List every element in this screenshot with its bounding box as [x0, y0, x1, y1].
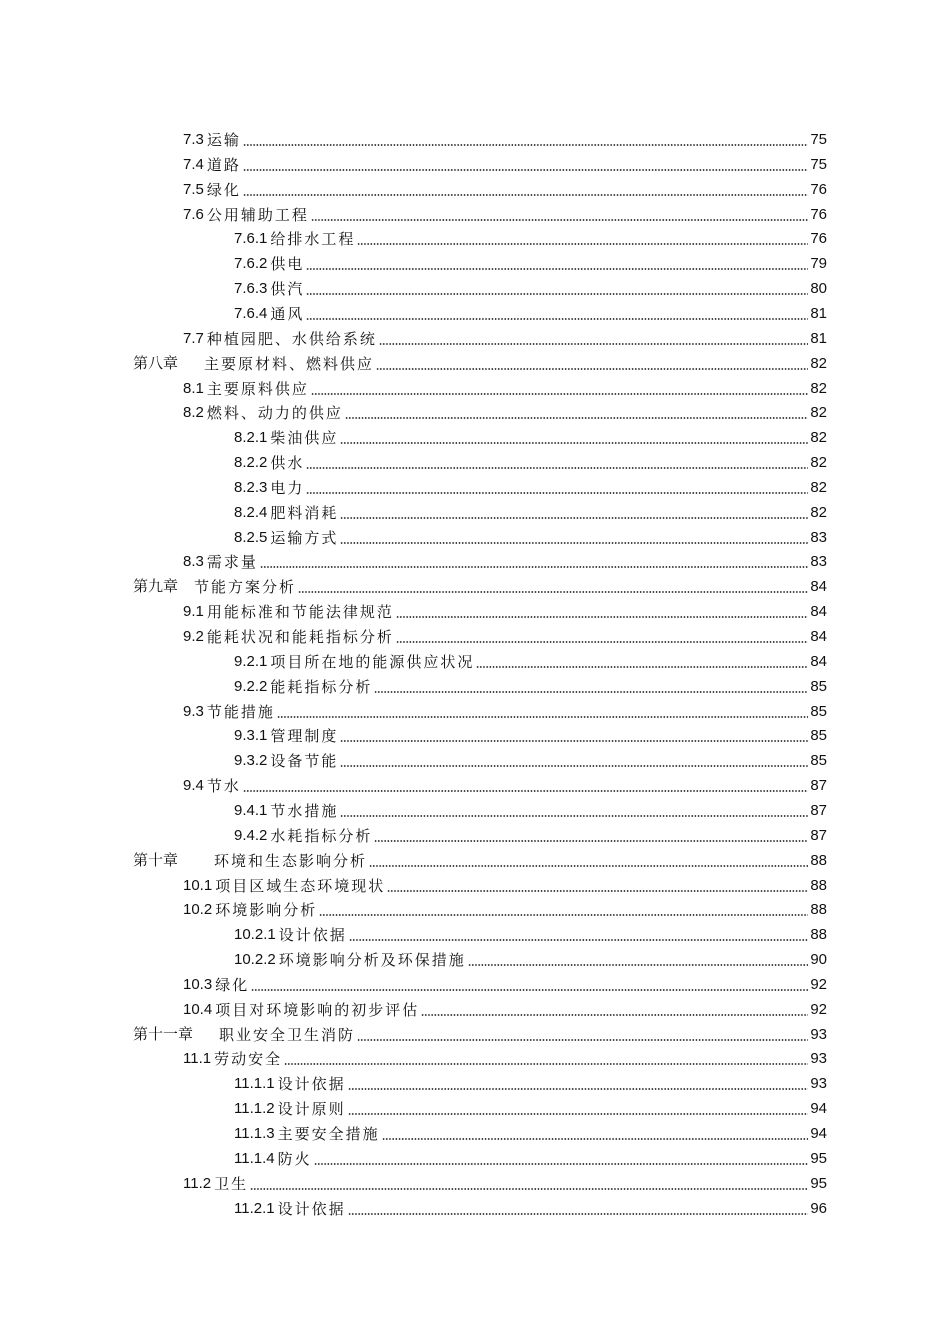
- toc-leader-dots: [348, 1213, 809, 1215]
- toc-entry-number: 8.2: [183, 404, 204, 422]
- toc-leader-dots: [284, 1063, 808, 1065]
- toc-entry-page: 84: [810, 603, 827, 621]
- toc-entry-number: 8.1: [183, 379, 204, 397]
- toc-leader-dots: [319, 914, 808, 916]
- toc-entry-page: 83: [810, 528, 827, 546]
- toc-entry-title: 劳动安全: [214, 1050, 283, 1069]
- toc-entry[interactable]: [183, 548, 827, 572]
- toc-entry-number: 8.2.4: [234, 503, 268, 521]
- toc-entry-title: 用能标准和节能法律规范: [206, 603, 394, 622]
- toc-entry-page: 87: [810, 801, 827, 819]
- toc-entry-page: 80: [810, 280, 827, 298]
- toc-entry-page: 84: [810, 652, 827, 670]
- toc-entry-number: 7.6: [183, 205, 204, 223]
- toc-leader-dots: [243, 194, 808, 196]
- toc-leader-dots: [306, 467, 808, 469]
- toc-entry-title: 主要原材料、燃料供应: [204, 354, 375, 373]
- toc-entry-page: 75: [810, 131, 827, 148]
- toc-entry-title: 需求量: [206, 553, 258, 572]
- toc-entry-title: 项目对环境影响的初步评估: [215, 1000, 420, 1019]
- toc-entry-number: 第八章: [133, 354, 179, 372]
- toc-entry[interactable]: [183, 698, 827, 722]
- toc-entry-page: 84: [810, 628, 827, 645]
- toc-entry-title: 设计原则: [277, 1100, 346, 1119]
- toc-entry[interactable]: [234, 499, 827, 523]
- toc-entry-title: 能耗状况和能耗指标分析: [206, 628, 394, 646]
- toc-leader-dots: [348, 1088, 809, 1090]
- toc-leader-dots: [340, 815, 808, 817]
- toc-entry-number: 7.7: [183, 329, 204, 347]
- toc-entry-page: 88: [810, 851, 827, 869]
- toc-entry[interactable]: [183, 996, 827, 1020]
- toc-entry-number: 8.2.5: [234, 528, 268, 546]
- toc-entry[interactable]: [183, 201, 827, 225]
- toc-entry-number: 9.2.2: [234, 677, 268, 695]
- toc-leader-dots: [311, 219, 808, 221]
- toc-entry-number: 11.1.1: [234, 1075, 275, 1093]
- toc-entry-title: 水耗指标分析: [270, 826, 373, 845]
- toc-entry[interactable]: [234, 1145, 827, 1169]
- toc-leader-dots: [376, 368, 808, 370]
- toc-entry-title: 环境影响分析: [215, 901, 318, 920]
- toc-leader-dots: [382, 1138, 809, 1140]
- toc-entry[interactable]: [183, 598, 827, 622]
- toc-entry-title: 节水: [206, 777, 241, 796]
- toc-entry-number: 7.3: [183, 131, 204, 148]
- toc-entry-title: 设计依据: [277, 1075, 346, 1094]
- toc-entry-number: 10.2: [183, 901, 213, 919]
- toc-entry-number: 11.1: [183, 1050, 212, 1068]
- toc-entry-title: 设计依据: [277, 1199, 346, 1218]
- toc-entry-number: 第十一章: [133, 1025, 194, 1043]
- toc-entry-page: 85: [810, 727, 827, 745]
- toc-entry[interactable]: [234, 1120, 827, 1144]
- toc-entry[interactable]: [234, 648, 827, 672]
- toc-leader-dots: [379, 343, 808, 345]
- toc-leader-dots: [387, 890, 808, 892]
- toc-entry-title: 通风: [270, 304, 305, 323]
- toc-leader-dots: [374, 691, 808, 693]
- toc-entry-number: 7.6.1: [234, 230, 268, 248]
- toc-leader-dots: [340, 765, 808, 767]
- toc-entry-page: 88: [810, 926, 827, 944]
- toc-entry-page: 85: [810, 752, 827, 770]
- toc-leader-dots: [243, 790, 808, 792]
- toc-entry-title: 供汽: [270, 280, 305, 299]
- toc-entry[interactable]: [234, 946, 827, 970]
- toc-entry-number: 8.2.1: [234, 429, 268, 447]
- toc-entry[interactable]: [183, 151, 827, 175]
- toc-entry[interactable]: [234, 673, 827, 697]
- toc-leader-dots: [314, 1163, 809, 1165]
- toc-leader-dots: [340, 442, 808, 444]
- toc-leader-dots: [306, 293, 808, 295]
- toc-entry[interactable]: [234, 250, 827, 274]
- toc-entry-number: 7.6.4: [234, 304, 268, 322]
- toc-entry[interactable]: [234, 747, 827, 771]
- toc-entry-page: 87: [810, 777, 827, 795]
- toc-entry-number: 11.1.3: [234, 1125, 275, 1142]
- toc-entry-title: 节水措施: [270, 801, 339, 820]
- toc-leader-dots: [348, 1113, 809, 1115]
- toc-entry-title: 卫生: [214, 1174, 249, 1193]
- toc-entry[interactable]: [234, 921, 827, 945]
- toc-entry-number: 10.3: [183, 975, 213, 993]
- toc-leader-dots: [311, 393, 808, 395]
- toc-entry-title: 给排水工程: [270, 230, 356, 249]
- toc-entry-page: 75: [810, 155, 827, 173]
- toc-entry[interactable]: [183, 1170, 827, 1194]
- toc-entry[interactable]: [234, 449, 827, 473]
- toc-leader-dots: [345, 417, 808, 419]
- toc-entry-page: 79: [810, 255, 827, 273]
- toc-entry[interactable]: [133, 573, 827, 597]
- toc-entry-page: 93: [810, 1050, 827, 1068]
- toc-entry-page: 90: [810, 951, 827, 969]
- toc-entry-title: 管理制度: [270, 727, 339, 746]
- toc-entry-title: 运输方式: [270, 528, 339, 547]
- toc-leader-dots: [340, 740, 808, 742]
- toc-entry-number: 9.3.1: [234, 727, 268, 745]
- toc-entry-number: 11.1.4: [234, 1149, 275, 1167]
- toc-leader-dots: [277, 716, 808, 718]
- toc-entry[interactable]: [234, 275, 827, 299]
- toc-entry-number: 9.1: [183, 603, 204, 621]
- toc-entry[interactable]: [234, 524, 827, 548]
- toc-entry-page: 82: [810, 354, 827, 372]
- toc-leader-dots: [340, 517, 808, 519]
- toc-leader-dots: [298, 591, 808, 593]
- toc-entry-page: 93: [810, 1025, 827, 1043]
- toc-entry[interactable]: [183, 126, 827, 150]
- toc-entry[interactable]: [183, 375, 827, 399]
- toc-entry-title: 节能措施: [206, 702, 275, 721]
- toc-entry-page: 83: [810, 553, 827, 571]
- toc-entry-page: 94: [810, 1125, 827, 1142]
- toc-entry-title: 环境和生态影响分析: [214, 851, 368, 870]
- toc-entry-title: 绿化: [215, 975, 250, 994]
- toc-entry-number: 10.1: [183, 876, 213, 894]
- toc-entry-title: 种植园肥、水供给系统: [206, 329, 377, 348]
- toc-entry-title: 环境影响分析及环保措施: [278, 951, 466, 970]
- toc-entry[interactable]: [183, 1045, 827, 1069]
- toc-entry-page: 82: [810, 454, 827, 472]
- toc-leader-dots: [396, 616, 808, 618]
- toc-entry[interactable]: [234, 1095, 827, 1119]
- toc-entry-page: 82: [810, 404, 827, 422]
- toc-entry-page: 96: [810, 1199, 827, 1217]
- toc-leader-dots: [396, 641, 808, 643]
- toc-leader-dots: [260, 566, 808, 568]
- toc-entry-page: 95: [810, 1149, 827, 1167]
- toc-entry[interactable]: [234, 225, 827, 249]
- toc-entry-title: 设备节能: [270, 752, 339, 771]
- toc-entry-number: 10.4: [183, 1000, 213, 1018]
- toc-leader-dots: [243, 144, 808, 146]
- toc-entry-page: 88: [810, 901, 827, 919]
- toc-entry[interactable]: [234, 424, 827, 448]
- toc-entry-title: 肥料消耗: [270, 503, 339, 522]
- toc-leader-dots: [243, 169, 808, 171]
- toc-entry[interactable]: [183, 872, 827, 896]
- toc-leader-dots: [357, 243, 808, 245]
- toc-entry-number: 第十章: [133, 851, 179, 869]
- toc-entry[interactable]: [234, 1195, 827, 1219]
- toc-entry-number: 10.2.2: [234, 951, 276, 969]
- toc-entry[interactable]: [234, 300, 827, 324]
- toc-entry[interactable]: [133, 1021, 827, 1045]
- toc-entry-page: 81: [810, 329, 827, 347]
- toc-entry-number: 9.2: [183, 628, 204, 645]
- toc-leader-dots: [306, 318, 808, 320]
- toc-entry-number: 7.5: [183, 180, 204, 198]
- toc-entry-page: 82: [810, 379, 827, 397]
- toc-leader-dots: [250, 1188, 808, 1190]
- toc-entry-number: 11.2.1: [234, 1199, 275, 1217]
- toc-entry-title: 项目所在地的能源供应状况: [270, 652, 475, 671]
- toc-entry-title: 防火: [277, 1149, 312, 1168]
- toc-entry[interactable]: [183, 176, 827, 200]
- toc-entry-title: 绿化: [206, 180, 241, 199]
- toc-entry[interactable]: [133, 350, 827, 374]
- toc-entry-title: 项目区域生态环境现状: [215, 876, 386, 895]
- toc-entry-page: 85: [810, 702, 827, 720]
- toc-entry-title: 供水: [270, 454, 305, 473]
- toc-leader-dots: [251, 989, 808, 991]
- toc-entry[interactable]: [234, 1070, 827, 1094]
- toc-entry-title: 道路: [206, 155, 241, 174]
- toc-entry[interactable]: [183, 772, 827, 796]
- toc-entry-number: 11.2: [183, 1174, 212, 1192]
- toc-leader-dots: [476, 666, 808, 668]
- toc-leader-dots: [421, 1014, 808, 1016]
- toc-entry-number: 11.1.2: [234, 1100, 275, 1118]
- toc-entry-page: 95: [810, 1174, 827, 1192]
- toc-entry-title: 燃料、动力的供应: [206, 404, 343, 423]
- toc-entry-title: 运输: [206, 131, 241, 149]
- toc-entry-number: 第九章: [133, 578, 179, 596]
- toc-entry[interactable]: [183, 325, 827, 349]
- toc-entry-number: 9.3: [183, 702, 204, 720]
- toc-entry-page: 76: [810, 230, 827, 248]
- toc-entry-number: 8.3: [183, 553, 204, 571]
- toc-leader-dots: [374, 840, 808, 842]
- toc-entry[interactable]: [183, 971, 827, 995]
- toc-entry[interactable]: [234, 474, 827, 498]
- toc-entry-title: 主要原料供应: [206, 379, 309, 398]
- toc-entry-page: 93: [810, 1075, 827, 1093]
- toc-leader-dots: [306, 492, 808, 494]
- toc-leader-dots: [340, 542, 808, 544]
- toc-leader-dots: [468, 964, 809, 966]
- toc-entry-number: 8.2.2: [234, 454, 268, 472]
- toc-entry[interactable]: [183, 623, 827, 647]
- toc-entry-title: 职业安全卫生消防: [219, 1025, 356, 1044]
- toc-leader-dots: [357, 1039, 808, 1041]
- toc-entry-number: 9.4.2: [234, 826, 268, 844]
- toc-entry-page: 84: [810, 578, 827, 596]
- toc-entry[interactable]: [234, 797, 827, 821]
- toc-entry-number: 7.4: [183, 155, 204, 173]
- toc-entry-number: 9.4: [183, 777, 204, 795]
- toc-entry-number: 10.2.1: [234, 926, 276, 944]
- toc-entry-page: 81: [810, 304, 827, 322]
- toc-leader-dots: [306, 268, 808, 270]
- toc-entry[interactable]: [183, 896, 827, 920]
- toc-entry-title: 供电: [270, 255, 305, 274]
- toc-entry-number: 9.2.1: [234, 652, 268, 670]
- toc-leader-dots: [369, 865, 808, 867]
- toc-entry-number: 7.6.2: [234, 255, 268, 273]
- toc-entry-page: 94: [810, 1100, 827, 1118]
- toc-entry-number: 9.4.1: [234, 801, 268, 819]
- toc-leader-dots: [349, 939, 809, 941]
- toc-entry-page: 85: [810, 677, 827, 695]
- toc-entry-title: 电力: [270, 478, 305, 497]
- toc-entry[interactable]: [234, 722, 827, 746]
- toc-entry-number: 9.3.2: [234, 752, 268, 770]
- toc-entry-page: 82: [810, 429, 827, 447]
- toc-entry-title: 能耗指标分析: [270, 677, 373, 696]
- toc-entry[interactable]: [183, 399, 827, 423]
- toc-entry-page: 76: [810, 205, 827, 223]
- toc-entry-number: 7.6.3: [234, 280, 268, 298]
- toc-entry-title: 公用辅助工程: [206, 205, 309, 224]
- toc-entry[interactable]: [133, 847, 827, 871]
- toc-entry[interactable]: [234, 822, 827, 846]
- toc-entry-title: 设计依据: [278, 926, 347, 945]
- toc-entry-page: 87: [810, 826, 827, 844]
- toc-entry-page: 76: [810, 180, 827, 198]
- toc-entry-page: 92: [810, 1000, 827, 1018]
- toc-entry-page: 92: [810, 975, 827, 993]
- toc-entry-title: 主要安全措施: [277, 1125, 380, 1143]
- toc-entry-title: 节能方案分析: [194, 578, 297, 597]
- toc-entry-page: 82: [810, 478, 827, 496]
- toc-entry-number: 8.2.3: [234, 478, 268, 496]
- toc-entry-title: 柴油供应: [270, 429, 339, 448]
- toc-entry-page: 82: [810, 503, 827, 521]
- toc-entry-page: 88: [810, 876, 827, 894]
